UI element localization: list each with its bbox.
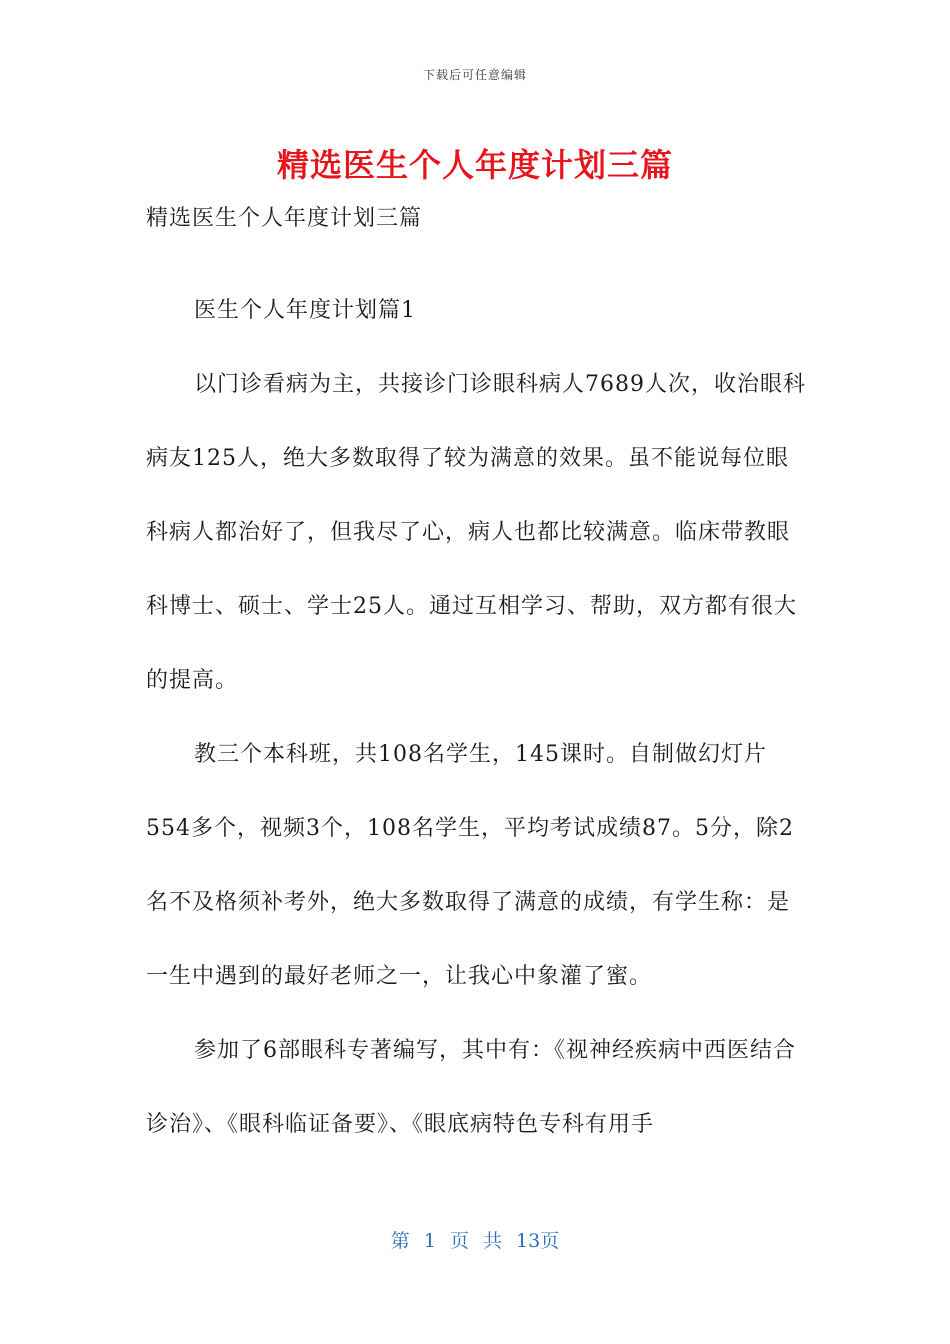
document-subtitle: 精选医生个人年度计划三篇: [146, 206, 423, 231]
paragraph-1: 以门诊看病为主，共接诊门诊眼科病人7689人次，收治眼科病友125人，绝大多数取得了较为满意的效果。虽不能说每位眼科病人都治好了，但我尽了心，病人也都比较满意。临床带教眼科博士、硕士、学士25人。通过互相学习、帮助，双方都有很大的提高。: [146, 372, 806, 693]
footer-middle: 页 共: [449, 1230, 502, 1252]
footer-total-pages: 13: [516, 1230, 541, 1252]
paragraph-2: 教三个本科班，共108名学生，145课时。自制做幻灯片554多个，视频3个，108名学生，平均考试成绩87。5分，除2名不及格须补考外，绝大多数取得了满意的成绩，有学生称：是一生中遇到的最好老师之一，让我心中象灌了蜜。: [146, 742, 794, 989]
page-footer: [0, 1226, 950, 1253]
paragraph-3: 参加了6部眼科专著编写，其中有：《视神经疾病中西医结合诊治》、《眼科临证备要》、《眼底病特色专科有用手: [146, 1038, 796, 1137]
header-note: 下载后可任意编辑: [422, 68, 527, 82]
footer-prefix: 第: [390, 1230, 410, 1252]
section-heading: 医生个人年度计划篇1: [194, 298, 416, 323]
footer-current-page: 1: [423, 1230, 436, 1252]
document-body: [146, 200, 806, 1162]
document-title: 精选医生个人年度计划三篇: [276, 146, 673, 184]
footer-suffix: 页: [540, 1230, 560, 1252]
